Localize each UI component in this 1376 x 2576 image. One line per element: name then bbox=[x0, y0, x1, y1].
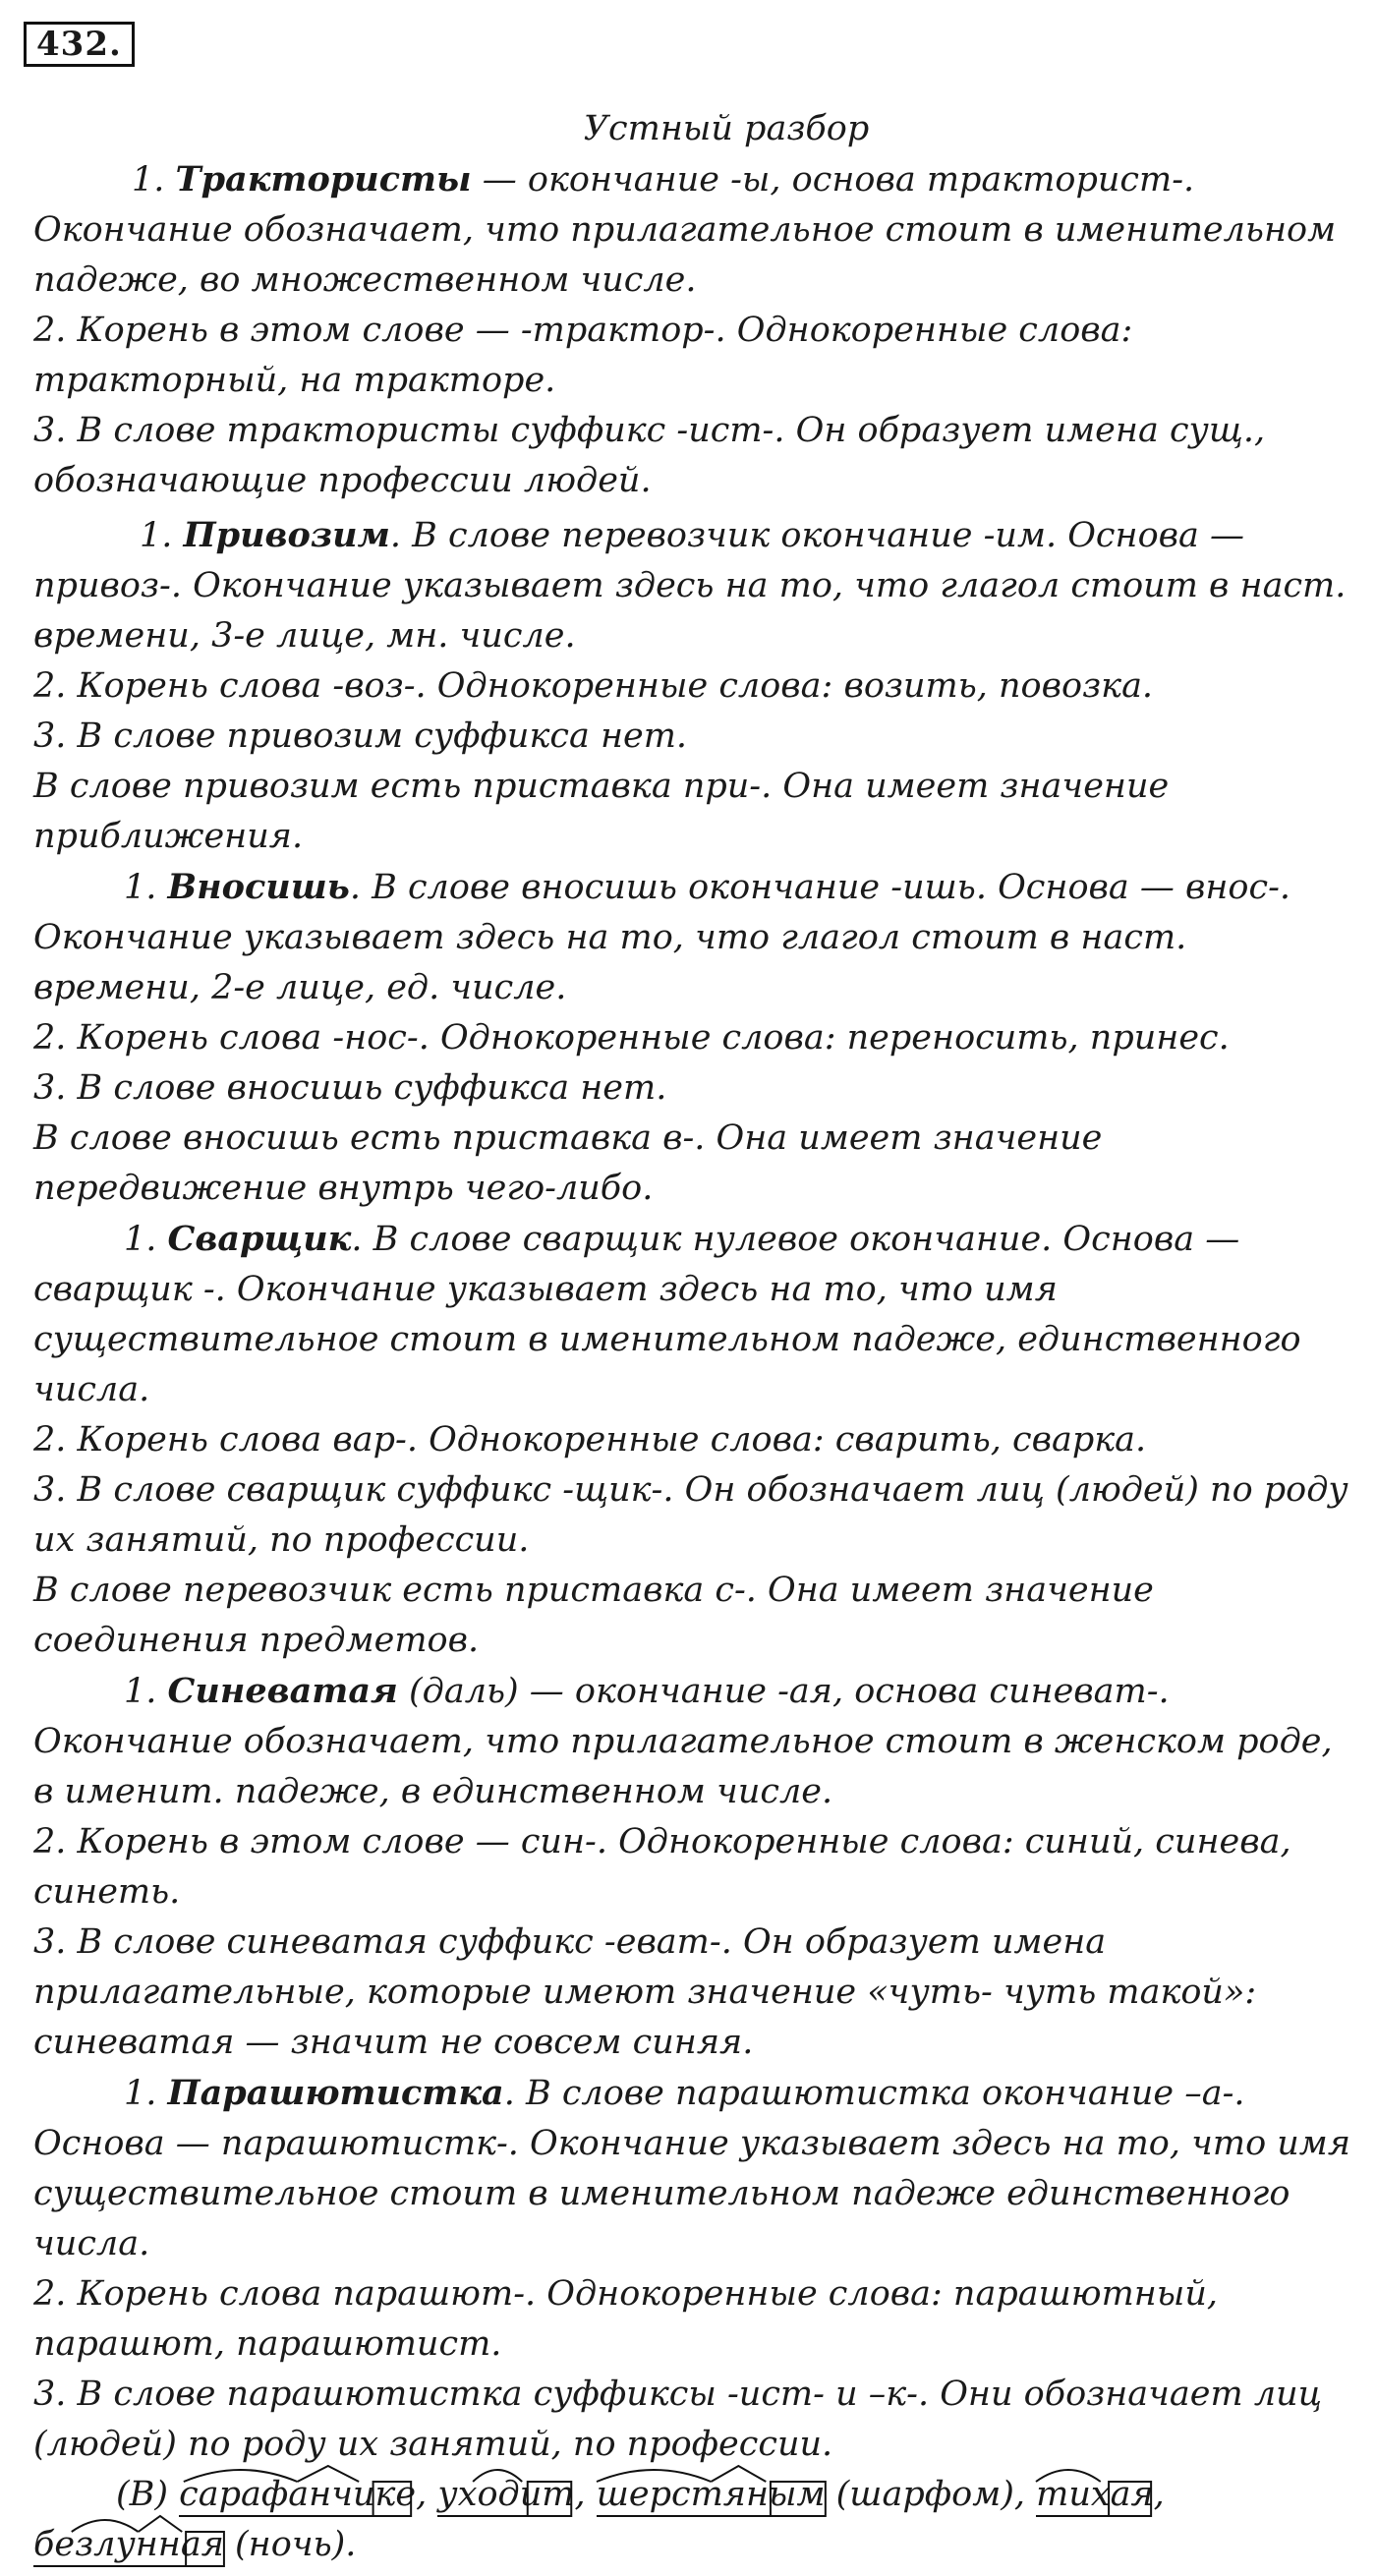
entry-line: 2. Корень слова -нос-. Однокоренные слова: переносить, принес. bbox=[33, 1018, 1230, 1058]
entry-line: 2. Корень слова -воз-. Однокоренные слова: возить, повозка. bbox=[33, 666, 1154, 706]
entry-text: . В слове перевозчик окончание -им. Основа — привоз-. Окончание указывает здесь на то, что глагол стоит в наст. времени, 3-е лице, мн. числе. bbox=[33, 516, 1347, 656]
entry-line: 3. В слове сварщик суффикс -щик-. Он обозначает лиц (людей) по роду их занятий, по профессии. bbox=[33, 1470, 1348, 1560]
entry-text: . В слове сварщик нулевое окончание. Основа — сварщик -. Окончание указывает здесь на то, что имя существительное стоит в именительном падеже, единственного числа. bbox=[33, 1220, 1301, 1409]
morph-word-bezlunnaya bbox=[33, 2520, 224, 2570]
headword: Сварщик bbox=[167, 1219, 352, 1259]
morph-separator: , bbox=[574, 2475, 597, 2514]
item-number: 1. bbox=[124, 1220, 168, 1259]
morph-prefix: (В) bbox=[116, 2475, 180, 2514]
morph-separator: , bbox=[416, 2475, 438, 2514]
morph-word-text: шерстяным bbox=[596, 2475, 826, 2514]
entry-line: В слове перевозчик есть приставка с-. Она имеет значение соединения предметов. bbox=[33, 1571, 1154, 1660]
entry-line: В слове вносишь есть приставка в-. Она имеет значение передвижение внутрь чего-либо. bbox=[33, 1118, 1103, 1208]
entry-first-paragraph bbox=[33, 510, 1360, 661]
entry-line: В слове привозим есть приставка при-. Она имеет значение приближения. bbox=[33, 767, 1170, 856]
entry-line: 3. В слове вносишь суффикса нет. bbox=[33, 1068, 667, 1108]
headword: Парашютистка bbox=[167, 2073, 504, 2113]
section-title: Устный разбор bbox=[583, 109, 870, 148]
entry-privozim bbox=[33, 510, 1360, 862]
morph-word-tikhaya bbox=[1036, 2470, 1154, 2520]
morph-word-ukhodit bbox=[437, 2470, 574, 2520]
entry-first-paragraph bbox=[33, 2068, 1360, 2269]
headword: Синеватая bbox=[167, 1671, 398, 1711]
entry-line: 2. Корень в этом слове — -трактор-. Однокоренные слова: тракторный, на тракторе. bbox=[33, 311, 1133, 400]
entry-first-paragraph bbox=[33, 1214, 1360, 1415]
entry-parashyutistka bbox=[33, 2068, 1360, 2470]
morph-word-text: безлунная bbox=[33, 2525, 224, 2564]
entry-line: 3. В слове трактористы суффикс -ист-. Он образует имена сущ., обозначающие профессии людей. bbox=[33, 411, 1266, 500]
item-number: 1. bbox=[124, 1672, 168, 1711]
exercise-number: 432. bbox=[24, 22, 135, 67]
content bbox=[33, 104, 1360, 2570]
item-number: 1. bbox=[124, 2074, 168, 2113]
morph-word-sarafanchike bbox=[179, 2470, 416, 2520]
entry-text: . В слове парашютистка окончание –а-. Основа — парашютистк-. Окончание указывает здесь на то, что имя существительное стоит в именительном падеже единственного числа. bbox=[33, 2074, 1350, 2263]
entry-text: . В слове вносишь окончание -ишь. Основа — внос-. Окончание указывает здесь на то, что глагол стоит в наст. времени, 2-е лице, ед. числе. bbox=[33, 868, 1291, 1007]
entry-text: (даль) — окончание -ая, основа синеват-. Окончание обозначает, что прилагательное стоит в женском роде, в именит. падеже, в единственном числе. bbox=[33, 1672, 1333, 1811]
entry-vnosish bbox=[33, 862, 1360, 1214]
entry-line: 2. Корень слова вар-. Однокоренные слова: сварить, сварка. bbox=[33, 1420, 1147, 1460]
entry-first-paragraph bbox=[33, 1666, 1360, 1817]
entry-line: 3. В слове синеватая суффикс -еват-. Он образует имена прилагательные, которые имеют значение «чуть- чуть такой»: синеватая — значит не совсем синяя. bbox=[33, 1922, 1257, 2062]
morph-tail: (ночь). bbox=[223, 2525, 357, 2564]
morph-word-text: уходит bbox=[437, 2475, 575, 2514]
headword: Трактористы bbox=[175, 159, 472, 200]
morph-word-text: сарафанчике bbox=[179, 2475, 417, 2514]
entry-text: — окончание -ы, основа тракторист-. Окончание обозначает, что прилагательное стоит в именительном падеже, во множественном числе. bbox=[33, 160, 1337, 300]
entry-line: 3. В слове парашютистка суффиксы -ист- и –к-. Они обозначает лиц (людей) по роду их занятий, по профессии. bbox=[33, 2375, 1323, 2464]
morph-word-sherstyanym bbox=[597, 2470, 826, 2520]
entry-line: 2. Корень в этом слове — син-. Однокоренные слова: синий, синева, синеть. bbox=[33, 1822, 1291, 1912]
entry-sinevataya bbox=[33, 1666, 1360, 2068]
entry-first-paragraph bbox=[33, 862, 1360, 1013]
entry-traktoristy bbox=[33, 154, 1360, 506]
item-number: 1. bbox=[124, 868, 168, 907]
morph-separator: , bbox=[1153, 2475, 1165, 2514]
item-number: 1. bbox=[140, 516, 184, 555]
morph-word-text: тихая bbox=[1036, 2475, 1154, 2514]
headword: Вносишь bbox=[167, 867, 350, 907]
item-number: 1. bbox=[132, 160, 176, 200]
entry-first-paragraph bbox=[33, 154, 1360, 306]
headword: Привозим bbox=[183, 515, 390, 555]
morph-separator: (шарфом), bbox=[825, 2475, 1037, 2514]
entry-svarshchik bbox=[33, 1214, 1360, 1666]
entry-line: 2. Корень слова парашют-. Однокоренные слова: парашютный, парашют, парашютист. bbox=[33, 2274, 1218, 2364]
morpheme-parsing-line bbox=[33, 2470, 1360, 2570]
entry-line: 3. В слове привозим суффикса нет. bbox=[33, 716, 688, 756]
